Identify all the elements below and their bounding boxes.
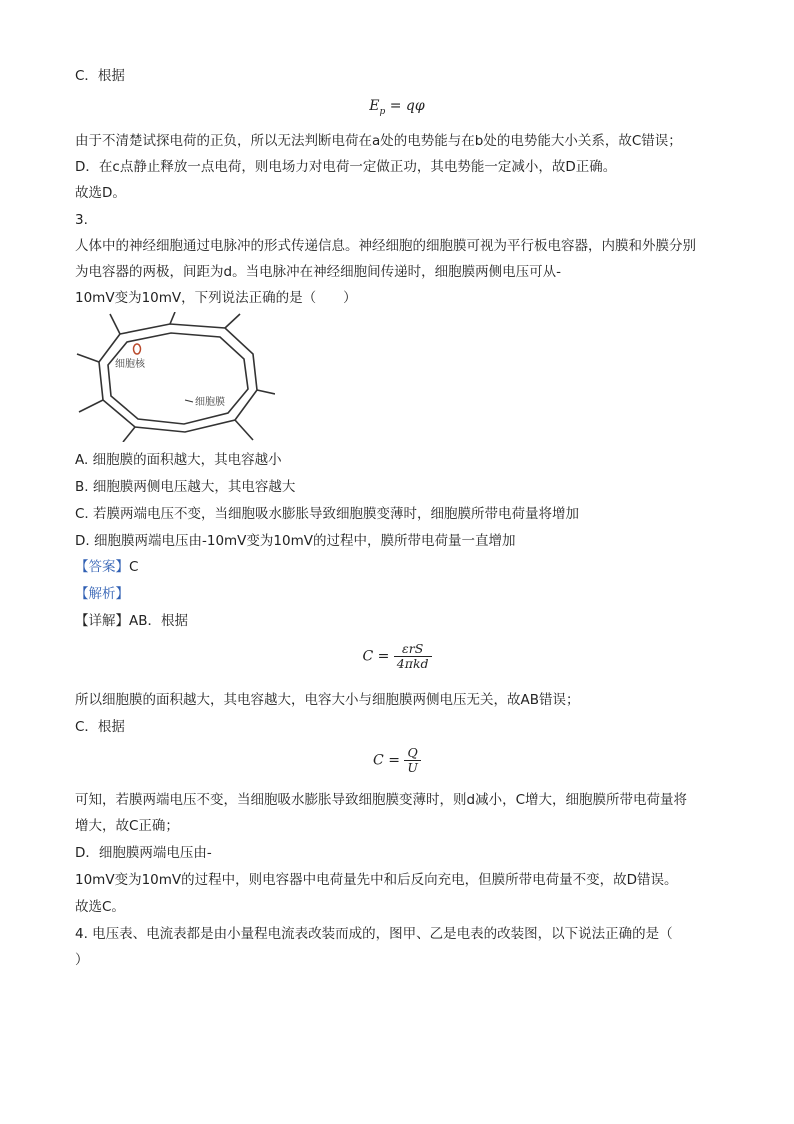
text-c-intro: C．根据 xyxy=(75,719,125,735)
formula-ep-lhs: E xyxy=(369,98,380,114)
detail-line xyxy=(75,611,188,631)
cell-diagram xyxy=(75,312,275,442)
q4-stem-line1: 4. 电压表、电流表都是由小量程电流表改装而成的，图甲、乙是电表的改装图，以下说法正确的是（ xyxy=(75,926,673,942)
q3-option-d: D. 细胞膜两端电压由-10mV变为10mV的过程中，膜所带电荷量一直增加 xyxy=(75,533,516,549)
formula-capacitance xyxy=(0,642,794,671)
prev-c-text: 由于不清楚试探电荷的正负，所以无法判断电荷在a处的电势能与在b处的电势能大小关系，故C错误； xyxy=(75,133,682,149)
detail-tag: 【详解】 xyxy=(75,613,129,629)
formula-ep-sub: p xyxy=(379,106,386,117)
formula1-denominator: 4πkd xyxy=(396,656,429,671)
nucleus-icon xyxy=(134,344,141,354)
formula2-lhs: C = xyxy=(373,752,400,769)
text-c-line1: 可知，若膜两端电压不变，当细胞吸水膨胀导致细胞膜变薄时，则d减小，C增大，细胞膜所带电荷量将 xyxy=(75,792,687,808)
q3-number: 3. xyxy=(75,212,88,228)
formula-ep-rhs: = qφ xyxy=(389,98,425,114)
answer-tag: 【答案】 xyxy=(75,559,129,575)
q3-option-a: A. 细胞膜的面积越大，其电容越小 xyxy=(75,452,282,468)
q3-option-b: B. 细胞膜两侧电压越大，其电容越大 xyxy=(75,479,296,495)
text-d-line2: 10mV变为10mV的过程中，则电容器中电荷量先中和后反向充电，但膜所带电荷量不变，故D错误。 xyxy=(75,872,678,888)
text-ab: 所以细胞膜的面积越大，其电容越大，电容大小与细胞膜两侧电压无关，故AB错误； xyxy=(75,692,580,708)
prev-c-intro: C．根据 xyxy=(75,68,125,84)
q3-conclusion: 故选C。 xyxy=(75,899,125,915)
formula1-numerator: εrS xyxy=(394,642,432,657)
formula2-numerator: Q xyxy=(404,746,421,761)
label-membrane: 细胞膜 xyxy=(195,397,225,408)
formula1-lhs: C = xyxy=(362,648,390,665)
q3-stem-line2: 为电容器的两极，间距为d。当电脉冲在神经细胞间传递时，细胞膜两侧电压可从- xyxy=(75,264,561,280)
formula-ep xyxy=(0,96,794,122)
q4-stem-line2: ） xyxy=(75,952,89,968)
text-c-line2: 增大，故C正确； xyxy=(75,818,179,834)
q3-stem-line1: 人体中的神经细胞通过电脉冲的形式传递信息。神经细胞的细胞膜可视为平行板电容器，内膜和外膜分别 xyxy=(75,238,696,254)
q3-option-c: C. 若膜两端电压不变，当细胞吸水膨胀导致细胞膜变薄时，细胞膜所带电荷量将增加 xyxy=(75,506,580,522)
label-nucleus: 细胞核 xyxy=(115,359,145,370)
cell-membrane-outline xyxy=(77,312,275,442)
prev-d-text: D．在c点静止释放一点电荷，则电场力对电荷一定做正功，其电势能一定减小，故D正确。 xyxy=(75,159,617,175)
answer-value: C xyxy=(129,559,139,575)
text-d-line1: D．细胞膜两端电压由- xyxy=(75,845,212,861)
q3-stem-line3: 10mV变为10mV，下列说法正确的是（ ） xyxy=(75,290,357,306)
q3-answer-line xyxy=(75,557,138,577)
detail-intro: AB．根据 xyxy=(129,613,188,629)
prev-conclusion: 故选D。 xyxy=(75,185,126,201)
formula1-fraction xyxy=(394,642,432,671)
formula2-fraction xyxy=(404,746,421,775)
analysis-tag: 【解析】 xyxy=(75,586,129,602)
formula-charge xyxy=(0,746,794,775)
formula2-denominator: U xyxy=(407,760,418,775)
